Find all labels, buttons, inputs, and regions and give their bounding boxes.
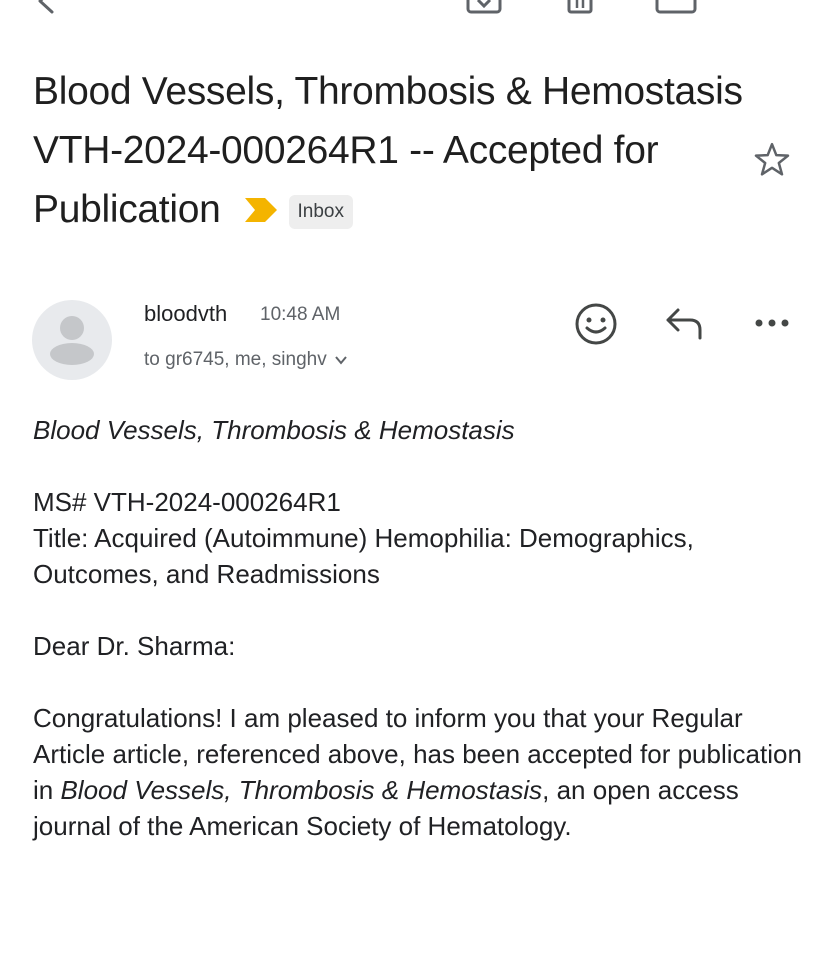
recipients-line[interactable]	[144, 349, 349, 371]
sent-time: 10:48 AM	[260, 304, 341, 325]
paragraph-text-end: , an open access journal of the American Society of Hematology.	[33, 775, 739, 841]
delete-icon[interactable]	[565, 0, 595, 14]
star-icon[interactable]	[752, 140, 792, 180]
reply-icon[interactable]	[664, 306, 704, 340]
subject-text: Blood Vessels, Thrombosis & Hemostasis VTH-2024-000264R1 -- Accepted for Publication	[33, 70, 743, 231]
email-subject	[33, 62, 753, 241]
acceptance-paragraph	[33, 700, 803, 844]
greeting: Dear Dr. Sharma:	[33, 631, 236, 661]
chevron-down-icon[interactable]	[333, 352, 349, 368]
avatar[interactable]	[32, 300, 112, 380]
more-icon[interactable]	[753, 316, 791, 330]
back-arrow-icon[interactable]	[30, 0, 60, 16]
avatar-person-icon	[32, 300, 112, 380]
important-marker-icon[interactable]	[243, 182, 279, 241]
paragraph-text-start: Congratulations! I am pleased to inform you that your Regular Article article, referenced above, has been accepted for publication in	[33, 703, 802, 805]
manuscript-number: MS# VTH-2024-000264R1	[33, 487, 341, 517]
mail-icon[interactable]	[655, 0, 697, 14]
manuscript-title: Title: Acquired (Autoimmune) Hemophilia: Demographics, Outcomes, and Readmissions	[33, 523, 694, 589]
inbox-label-badge[interactable]: Inbox	[289, 195, 353, 229]
top-toolbar	[0, 0, 828, 20]
archive-icon[interactable]	[466, 0, 502, 14]
journal-name: Blood Vessels, Thrombosis & Hemostasis	[33, 415, 515, 445]
email-body	[33, 412, 803, 844]
recipients-text: to gr6745, me, singhv	[144, 349, 327, 370]
paragraph-journal-name: Blood Vessels, Thrombosis & Hemostasis	[60, 775, 543, 805]
emoji-icon[interactable]	[574, 302, 618, 346]
sender-name[interactable]: bloodvth	[144, 301, 228, 326]
